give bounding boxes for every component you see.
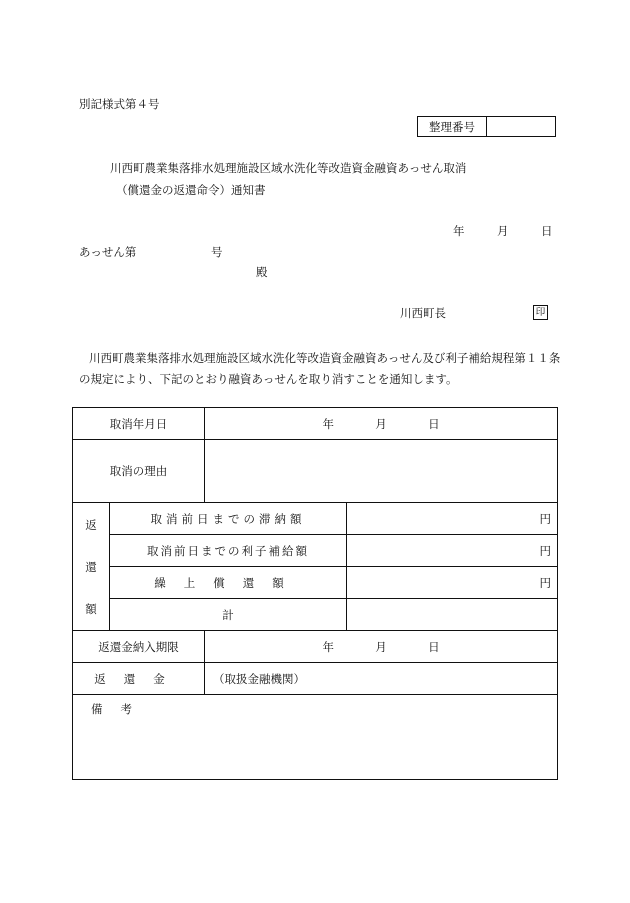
body-line-2: の規定により、下記のとおり融資あっせんを取り消すことを通知します。 — [79, 372, 458, 386]
deadline-label: 返還金納入期限 — [73, 631, 205, 663]
mediation-number-suffix: 号 — [211, 245, 223, 259]
deadline-year: 年 — [322, 639, 334, 654]
sender-name: 川西町長 — [400, 306, 446, 320]
cancel-date-year: 年 — [322, 416, 334, 431]
cancel-reason-row — [73, 440, 558, 503]
handling-bank-field[interactable]: （取扱金融機関） — [205, 663, 558, 695]
reference-number-box — [417, 116, 556, 137]
deadline-row — [73, 631, 558, 663]
cancel-reason-label: 取消の理由 — [73, 440, 205, 503]
cancel-reason-field[interactable] — [205, 440, 558, 503]
deadline-month: 月 — [375, 639, 387, 654]
remarks-field[interactable]: 備考 — [73, 695, 558, 780]
early-repayment-row — [73, 567, 558, 599]
cancel-date-row — [73, 408, 558, 440]
arrears-row — [73, 503, 558, 535]
date-year-label: 年 — [453, 224, 465, 238]
repayment-amount-group-label — [73, 503, 110, 631]
addressee-suffix: 殿 — [256, 265, 268, 279]
form-number: 別記様式第４号 — [79, 97, 160, 111]
repayment-label: 返還金 — [73, 663, 205, 695]
early-repayment-label: 繰上償還額 — [110, 567, 347, 599]
repay-char-2: 還 — [85, 559, 97, 574]
seal-mark: 印 — [533, 305, 548, 320]
repayment-row — [73, 663, 558, 695]
body-line-1: 川西町農業集落排水処理施設区域水洗化等改造資金融資あっせん及び利子補給規程第１１条 — [89, 351, 561, 365]
deadline-date-field[interactable] — [205, 631, 558, 663]
date-month-label: 月 — [497, 224, 509, 238]
arrears-label: 取消前日までの滞納額 — [110, 503, 347, 535]
repay-char-1: 返 — [85, 517, 97, 532]
cancel-date-field[interactable] — [205, 408, 558, 440]
arrears-amount-field[interactable]: 円 — [347, 503, 558, 535]
early-repayment-amount-field[interactable]: 円 — [347, 567, 558, 599]
interest-row — [73, 535, 558, 567]
total-row — [73, 599, 558, 631]
remarks-row — [73, 695, 558, 780]
deadline-day: 日 — [428, 639, 440, 654]
reference-number-field[interactable] — [487, 117, 556, 137]
cancel-date-month: 月 — [375, 416, 387, 431]
total-label: 計 — [110, 599, 347, 631]
title-line-1: 川西町農業集落排水処理施設区域水洗化等改造資金融資あっせん取消 — [110, 161, 467, 175]
mediation-number-prefix: あっせん第 — [79, 245, 137, 259]
cancel-date-day: 日 — [428, 416, 440, 431]
total-amount-field[interactable] — [347, 599, 558, 631]
title-line-2: （償還金の返還命令）通知書 — [116, 183, 266, 197]
interest-amount-field[interactable]: 円 — [347, 535, 558, 567]
cancel-date-label: 取消年月日 — [73, 408, 205, 440]
repay-char-3: 額 — [85, 601, 97, 616]
reference-number-label: 整理番号 — [418, 117, 487, 137]
notice-table — [72, 407, 558, 780]
date-day-label: 日 — [541, 224, 553, 238]
interest-label: 取消前日までの利子補給額 — [110, 535, 347, 567]
